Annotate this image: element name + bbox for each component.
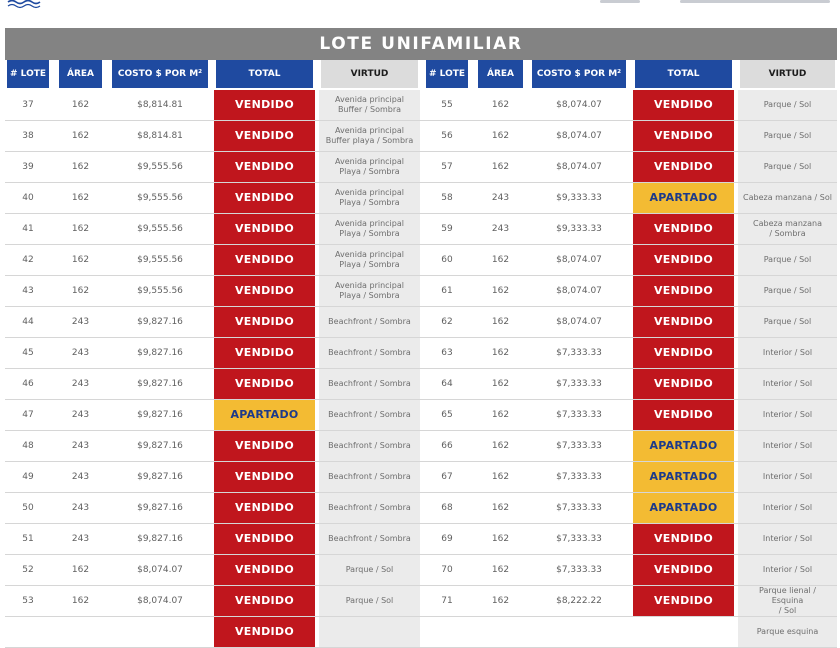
virtud-line: Parque / Sol — [345, 565, 394, 574]
table-row — [5, 586, 837, 617]
lote-cell: 51 — [22, 534, 34, 544]
virtud-text — [764, 100, 812, 110]
lote-cell: 67 — [441, 472, 453, 482]
lote-cell: 38 — [22, 131, 34, 141]
virtud-text — [763, 410, 812, 420]
column-header-costo-left: COSTO $ POR M² — [110, 60, 210, 88]
lote-cell: 59 — [441, 224, 453, 234]
costo-cell: $9,555.56 — [137, 286, 183, 296]
virtud-line: Beachfront / Sombra — [328, 441, 411, 450]
virtud-cell — [319, 400, 420, 430]
area-cell: 243 — [71, 534, 90, 544]
costo-cell: $7,333.33 — [556, 348, 602, 358]
table-row — [5, 90, 837, 121]
virtud-text — [764, 162, 812, 172]
virtud-cell — [319, 307, 420, 337]
virtud-text — [328, 379, 411, 389]
virtud-line: Interior / Sol — [762, 348, 813, 357]
virtud-line: Buffer / Sombra — [337, 105, 402, 114]
virtud-line: Beachfront / Sombra — [328, 472, 411, 481]
status-badge: VENDIDO — [633, 276, 734, 306]
virtud-cell — [319, 586, 420, 616]
status-badge: VENDIDO — [633, 90, 734, 120]
table-row — [5, 400, 837, 431]
lote-cell: 43 — [22, 286, 34, 296]
lote-cell: 70 — [441, 565, 453, 575]
table-row — [5, 431, 837, 462]
table-row — [5, 214, 837, 245]
virtud-cell — [319, 338, 420, 368]
virtud-text — [346, 565, 394, 575]
virtud-line: Parque / Sol — [763, 162, 812, 171]
costo-cell: $8,814.81 — [137, 131, 183, 141]
area-cell: 162 — [491, 441, 510, 451]
costo-cell: $8,074.07 — [137, 565, 183, 575]
costo-cell: $9,827.16 — [137, 317, 183, 327]
area-cell: 162 — [491, 162, 510, 172]
table-row — [5, 276, 837, 307]
table-row — [5, 121, 837, 152]
virtud-line: Beachfront / Sombra — [328, 410, 411, 419]
virtud-line: Avenida principal — [335, 157, 404, 166]
virtud-line: Parque / Sol — [763, 131, 812, 140]
lote-cell: 45 — [22, 348, 34, 358]
virtud-line: Avenida principal — [335, 219, 404, 228]
status-badge: VENDIDO — [214, 152, 315, 182]
virtud-text — [763, 441, 812, 451]
virtud-cell — [738, 121, 837, 151]
virtud-cell — [738, 586, 837, 616]
lote-cell: 42 — [22, 255, 34, 265]
virtud-line: Interior / Sol — [762, 503, 813, 512]
costo-cell: $9,555.56 — [137, 224, 183, 234]
column-header-total-right: TOTAL — [633, 60, 734, 88]
area-cell: 162 — [491, 255, 510, 265]
virtud-line: Parque / Sol — [763, 286, 812, 295]
virtud-text — [335, 95, 404, 115]
status-badge: VENDIDO — [633, 524, 734, 554]
virtud-text — [326, 126, 413, 146]
virtud-line: Beachfront / Sombra — [328, 348, 411, 357]
costo-cell: $7,333.33 — [556, 441, 602, 451]
table-row — [5, 617, 837, 648]
lote-cell: 56 — [441, 131, 453, 141]
status-badge: VENDIDO — [214, 431, 315, 461]
column-header-virtud-left: VIRTUD — [319, 60, 420, 88]
lote-cell: 48 — [22, 441, 34, 451]
costo-cell: $9,333.33 — [556, 193, 602, 203]
lote-cell: 60 — [441, 255, 453, 265]
status-badge: VENDIDO — [214, 369, 315, 399]
virtud-text — [763, 565, 812, 575]
lote-cell: 66 — [441, 441, 453, 451]
virtud-cell — [738, 214, 837, 244]
status-badge: VENDIDO — [633, 555, 734, 585]
page-title: LOTE UNIFAMILIAR — [5, 28, 837, 60]
virtud-cell — [738, 276, 837, 306]
virtud-cell — [319, 183, 420, 213]
virtud-cell — [738, 245, 837, 275]
virtud-cell — [319, 462, 420, 492]
virtud-cell — [319, 555, 420, 585]
costo-cell: $9,333.33 — [556, 224, 602, 234]
lote-cell: 46 — [22, 379, 34, 389]
virtud-cell — [319, 617, 420, 647]
virtud-line: Parque esquina — [756, 627, 819, 636]
virtud-cell — [738, 369, 837, 399]
virtud-line: Parque / Sol — [763, 100, 812, 109]
lote-cell: 57 — [441, 162, 453, 172]
virtud-text — [764, 255, 812, 265]
virtud-line: Playa / Sombra — [339, 260, 400, 269]
lote-cell — [424, 617, 470, 647]
costo-cell: $7,333.33 — [556, 565, 602, 575]
area-cell: 162 — [491, 565, 510, 575]
area-cell: 162 — [491, 534, 510, 544]
virtud-text — [742, 586, 833, 616]
status-badge: VENDIDO — [633, 121, 734, 151]
virtud-line: Beachfront / Sombra — [328, 317, 411, 326]
status-badge: VENDIDO — [633, 400, 734, 430]
virtud-line: Parque lienal / Esquina — [759, 586, 816, 605]
virtud-line: Parque / Sol — [763, 255, 812, 264]
virtud-cell — [738, 400, 837, 430]
area-cell: 162 — [71, 193, 90, 203]
costo-cell: $8,074.07 — [556, 255, 602, 265]
column-header-lote-right: # LOTE — [424, 60, 470, 88]
virtud-line: Avenida principal — [335, 188, 404, 197]
area-cell: 162 — [491, 503, 510, 513]
table-row — [5, 338, 837, 369]
status-badge — [633, 617, 734, 647]
area-cell: 243 — [71, 317, 90, 327]
lote-cell: 39 — [22, 162, 34, 172]
area-cell: 243 — [71, 472, 90, 482]
status-badge: VENDIDO — [214, 555, 315, 585]
virtud-cell — [738, 183, 837, 213]
top-decoration — [600, 0, 640, 3]
costo-cell: $9,827.16 — [137, 472, 183, 482]
lote-cell: 47 — [22, 410, 34, 420]
virtud-cell — [319, 90, 420, 120]
virtud-text — [335, 281, 404, 301]
area-cell: 162 — [491, 348, 510, 358]
virtud-text — [335, 219, 404, 239]
status-badge: VENDIDO — [214, 493, 315, 523]
virtud-cell — [319, 214, 420, 244]
virtud-text — [763, 379, 812, 389]
virtud-line: Cabeza manzana / Sol — [743, 193, 832, 202]
area-cell: 243 — [71, 503, 90, 513]
virtud-line: Interior / Sol — [762, 534, 813, 543]
virtud-text — [764, 131, 812, 141]
virtud-text — [743, 193, 832, 203]
status-badge: VENDIDO — [633, 152, 734, 182]
area-cell: 162 — [491, 131, 510, 141]
costo-cell: $9,555.56 — [137, 255, 183, 265]
virtud-line: / Sombra — [769, 229, 806, 238]
top-strip — [0, 0, 840, 26]
status-badge: VENDIDO — [214, 214, 315, 244]
lote-cell: 55 — [441, 100, 453, 110]
virtud-line: Interior / Sol — [762, 441, 813, 450]
area-cell: 162 — [71, 286, 90, 296]
lote-cell: 65 — [441, 410, 453, 420]
table-row — [5, 493, 837, 524]
virtud-cell — [738, 338, 837, 368]
area-cell: 162 — [491, 100, 510, 110]
costo-cell: $9,827.16 — [137, 410, 183, 420]
area-cell — [476, 617, 525, 647]
virtud-cell — [738, 493, 837, 523]
table-row — [5, 245, 837, 276]
costo-cell: $9,555.56 — [137, 193, 183, 203]
virtud-line: Avenida principal — [335, 250, 404, 259]
wave-logo-icon — [8, 0, 42, 8]
column-header-lote-left: # LOTE — [5, 60, 51, 88]
area-cell: 162 — [71, 131, 90, 141]
virtud-cell — [319, 245, 420, 275]
virtud-line: Interior / Sol — [762, 379, 813, 388]
status-badge: VENDIDO — [214, 586, 315, 616]
status-badge: VENDIDO — [214, 338, 315, 368]
costo-cell: $7,333.33 — [556, 472, 602, 482]
virtud-line: Playa / Sombra — [339, 167, 400, 176]
virtud-cell — [319, 431, 420, 461]
costo-cell: $8,074.07 — [556, 162, 602, 172]
lote-cell: 49 — [22, 472, 34, 482]
area-cell: 162 — [71, 596, 90, 606]
virtud-text — [328, 441, 411, 451]
virtud-text — [763, 534, 812, 544]
costo-cell: $9,827.16 — [137, 441, 183, 451]
costo-cell: $9,827.16 — [137, 379, 183, 389]
virtud-text — [763, 472, 812, 482]
costo-cell: $8,074.07 — [556, 131, 602, 141]
table-row — [5, 307, 837, 338]
virtud-text — [335, 250, 404, 270]
status-badge: VENDIDO — [633, 214, 734, 244]
status-badge: VENDIDO — [214, 276, 315, 306]
table-row — [5, 555, 837, 586]
virtud-cell — [738, 152, 837, 182]
status-badge: VENDIDO — [214, 245, 315, 275]
costo-cell: $9,555.56 — [137, 162, 183, 172]
virtud-text — [764, 286, 812, 296]
lote-cell: 71 — [441, 596, 453, 606]
costo-cell: $8,074.07 — [556, 286, 602, 296]
status-badge: APARTADO — [633, 183, 734, 213]
status-badge: VENDIDO — [214, 90, 315, 120]
area-cell: 162 — [71, 255, 90, 265]
column-header-virtud-right: VIRTUD — [738, 60, 837, 88]
column-header-costo-right: COSTO $ POR M² — [530, 60, 628, 88]
lote-cell: 50 — [22, 503, 34, 513]
lote-cell: 41 — [22, 224, 34, 234]
area-cell: 162 — [71, 162, 90, 172]
area-cell — [57, 617, 104, 647]
lote-cell: 44 — [22, 317, 34, 327]
lote-cell — [5, 617, 51, 647]
lote-cell: 40 — [22, 193, 34, 203]
area-cell: 162 — [491, 596, 510, 606]
lote-cell: 64 — [441, 379, 453, 389]
status-badge: APARTADO — [633, 431, 734, 461]
status-badge: VENDIDO — [633, 586, 734, 616]
area-cell: 243 — [71, 348, 90, 358]
lote-cell: 61 — [441, 286, 453, 296]
area-cell: 162 — [491, 286, 510, 296]
virtud-cell — [738, 431, 837, 461]
status-badge: APARTADO — [633, 493, 734, 523]
column-header-area-left: ÁREA — [57, 60, 104, 88]
area-cell: 162 — [491, 317, 510, 327]
status-badge: APARTADO — [633, 462, 734, 492]
virtud-line: Beachfront / Sombra — [328, 503, 411, 512]
table-row — [5, 369, 837, 400]
costo-cell: $8,074.07 — [556, 100, 602, 110]
virtud-line: Buffer playa / Sombra — [325, 136, 414, 145]
lote-cell: 58 — [441, 193, 453, 203]
table-row — [5, 462, 837, 493]
status-badge: VENDIDO — [214, 121, 315, 151]
virtud-cell — [738, 555, 837, 585]
area-cell: 162 — [491, 379, 510, 389]
table-row — [5, 183, 837, 214]
virtud-line: Parque / Sol — [763, 317, 812, 326]
virtud-line: Cabeza manzana — [753, 219, 822, 228]
costo-cell: $7,333.33 — [556, 410, 602, 420]
lote-cell: 62 — [441, 317, 453, 327]
area-cell: 243 — [71, 410, 90, 420]
virtud-cell — [319, 276, 420, 306]
area-cell: 243 — [71, 441, 90, 451]
area-cell: 162 — [71, 565, 90, 575]
costo-cell: $7,333.33 — [556, 534, 602, 544]
virtud-cell — [738, 617, 837, 647]
virtud-text — [335, 157, 404, 177]
virtud-cell — [738, 90, 837, 120]
status-badge: VENDIDO — [214, 307, 315, 337]
costo-cell: $8,074.07 — [137, 596, 183, 606]
virtud-cell — [738, 524, 837, 554]
column-header-total-left: TOTAL — [214, 60, 315, 88]
column-header-area-right: ÁREA — [476, 60, 525, 88]
virtud-text — [328, 317, 411, 327]
area-cell: 162 — [71, 100, 90, 110]
virtud-text — [346, 596, 394, 606]
virtud-text — [763, 503, 812, 513]
virtud-line: Parque / Sol — [345, 596, 394, 605]
virtud-line: Beachfront / Sombra — [328, 379, 411, 388]
virtud-text — [757, 627, 819, 637]
virtud-text — [328, 410, 411, 420]
area-cell: 243 — [491, 193, 510, 203]
status-badge: VENDIDO — [633, 307, 734, 337]
virtud-text — [335, 188, 404, 208]
virtud-line: Beachfront / Sombra — [328, 534, 411, 543]
status-badge: APARTADO — [214, 400, 315, 430]
table-row — [5, 524, 837, 555]
lote-cell: 37 — [22, 100, 34, 110]
virtud-text — [328, 534, 411, 544]
virtud-line: Avenida principal — [335, 281, 404, 290]
virtud-line: Avenida principal — [335, 126, 404, 135]
costo-cell: $9,827.16 — [137, 503, 183, 513]
area-cell: 162 — [71, 224, 90, 234]
costo-cell: $9,827.16 — [137, 348, 183, 358]
virtud-line: Interior / Sol — [762, 410, 813, 419]
area-cell: 243 — [71, 379, 90, 389]
virtud-text — [328, 348, 411, 358]
area-cell: 162 — [491, 410, 510, 420]
virtud-cell — [319, 152, 420, 182]
virtud-text — [764, 317, 812, 327]
virtud-line: Avenida principal — [335, 95, 404, 104]
costo-cell: $7,333.33 — [556, 503, 602, 513]
lote-cell: 53 — [22, 596, 34, 606]
status-badge: VENDIDO — [214, 183, 315, 213]
status-badge: VENDIDO — [633, 245, 734, 275]
lote-cell: 52 — [22, 565, 34, 575]
virtud-cell — [738, 307, 837, 337]
costo-cell — [110, 617, 210, 647]
virtud-cell — [319, 493, 420, 523]
virtud-text — [753, 219, 822, 239]
status-badge: VENDIDO — [633, 369, 734, 399]
status-badge: VENDIDO — [633, 338, 734, 368]
virtud-line: Playa / Sombra — [339, 291, 400, 300]
virtud-cell — [319, 121, 420, 151]
virtud-text — [763, 348, 812, 358]
costo-cell: $7,333.33 — [556, 379, 602, 389]
status-badge: VENDIDO — [214, 462, 315, 492]
costo-cell: $8,074.07 — [556, 317, 602, 327]
virtud-cell — [319, 524, 420, 554]
lote-cell: 69 — [441, 534, 453, 544]
virtud-line: Playa / Sombra — [339, 229, 400, 238]
costo-cell: $8,222.22 — [556, 596, 602, 606]
costo-cell: $9,827.16 — [137, 534, 183, 544]
top-decoration — [680, 0, 830, 3]
virtud-text — [328, 503, 411, 513]
area-cell: 243 — [491, 224, 510, 234]
costo-cell — [530, 617, 628, 647]
virtud-line: Interior / Sol — [762, 472, 813, 481]
lote-cell: 68 — [441, 503, 453, 513]
virtud-line: Playa / Sombra — [339, 198, 400, 207]
table-row — [5, 152, 837, 183]
costo-cell: $8,814.81 — [137, 100, 183, 110]
virtud-cell — [319, 369, 420, 399]
virtud-line: / Sol — [778, 606, 797, 615]
virtud-cell — [738, 462, 837, 492]
virtud-text — [328, 472, 411, 482]
area-cell: 162 — [491, 472, 510, 482]
virtud-line: Interior / Sol — [762, 565, 813, 574]
status-badge: VENDIDO — [214, 524, 315, 554]
lote-cell: 63 — [441, 348, 453, 358]
status-badge: VENDIDO — [214, 617, 315, 647]
